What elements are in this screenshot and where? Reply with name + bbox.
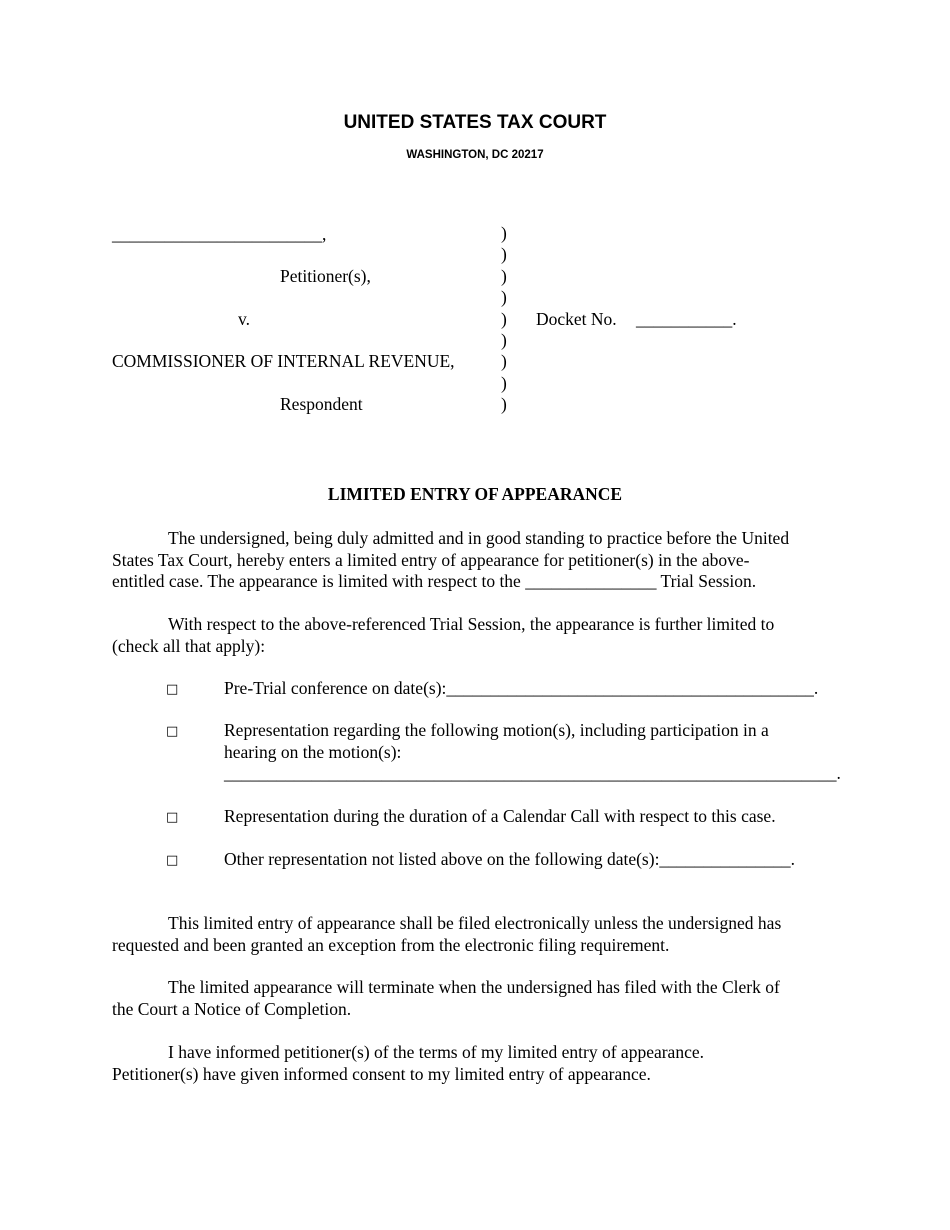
docket-number-blank: ___________. xyxy=(636,309,737,329)
checklist-item-line: Pre-Trial conference on date(s):__________________________________________. xyxy=(224,678,819,698)
termination-line: The limited appearance will terminate when the undersigned has filed with the Clerk of xyxy=(168,977,780,997)
electronic-filing-line: This limited entry of appearance shall be filed electronically unless the undersigned has xyxy=(168,913,782,933)
consent-line: I have informed petitioner(s) of the terms of my limited entry of appearance. xyxy=(168,1042,704,1062)
consent-paragraph xyxy=(112,1042,836,1085)
termination-line: the Court a Notice of Completion. xyxy=(112,998,352,1019)
document-title: LIMITED ENTRY OF APPEARANCE xyxy=(327,484,623,504)
checklist-item-calendar-call xyxy=(224,806,776,828)
checklist-item-line: hearing on the motion(s): xyxy=(224,741,402,762)
checkbox-motions[interactable]: □ xyxy=(166,724,179,739)
checklist-item-line: Representation during the duration of a Calendar Call with respect to this case. xyxy=(224,806,776,826)
termination-paragraph xyxy=(112,977,836,1020)
checklist-item-motions xyxy=(224,720,841,785)
court-name: UNITED STATES TAX COURT xyxy=(343,112,607,133)
intro-line: States Tax Court, hereby enters a limited entry of appearance for petitioner(s) in the above- xyxy=(112,549,750,570)
limits-intro-line: With respect to the above-referenced Trial Session, the appearance is further limited to xyxy=(168,614,775,634)
intro-paragraph xyxy=(112,528,836,593)
checklist-item-line: ______________________________________________________________________. xyxy=(224,763,841,783)
checkbox-other[interactable]: □ xyxy=(166,853,179,868)
versus-label: v. xyxy=(238,309,250,329)
checkbox-calendar-call[interactable]: □ xyxy=(166,810,179,825)
respondent-name: COMMISSIONER OF INTERNAL REVENUE, xyxy=(112,351,455,371)
limits-intro-line: (check all that apply): xyxy=(112,635,266,656)
docket-label: Docket No. xyxy=(536,309,617,329)
checkbox-pretrial[interactable]: □ xyxy=(166,682,179,697)
checklist-item-other xyxy=(224,849,795,871)
checklist-item-line: Other representation not listed above on the following date(s):_______________. xyxy=(224,849,796,869)
electronic-filing-paragraph xyxy=(112,913,836,956)
court-address: WASHINGTON, DC 20217 xyxy=(406,149,544,161)
checklist-item-line: Representation regarding the following motion(s), including participation in a xyxy=(224,720,769,740)
limits-intro-paragraph xyxy=(112,614,836,657)
intro-line: entitled case. The appearance is limited with respect to the _______________ Trial Session. xyxy=(112,571,757,591)
respondent-label: Respondent xyxy=(280,394,363,414)
intro-line: The undersigned, being duly admitted and in good standing to practice before the United xyxy=(168,528,790,548)
petitioner-label: Petitioner(s), xyxy=(280,266,371,286)
consent-line: Petitioner(s) have given informed consent to my limited entry of appearance. xyxy=(112,1063,651,1084)
caption-parentheses: ) ) ) ) ) ) ) ) ) xyxy=(501,223,507,415)
petitioner-name-blank: ________________________, xyxy=(112,224,327,244)
electronic-filing-line: requested and been granted an exception from the electronic filing requirement. xyxy=(112,934,670,955)
checklist-item-pretrial xyxy=(224,678,818,700)
